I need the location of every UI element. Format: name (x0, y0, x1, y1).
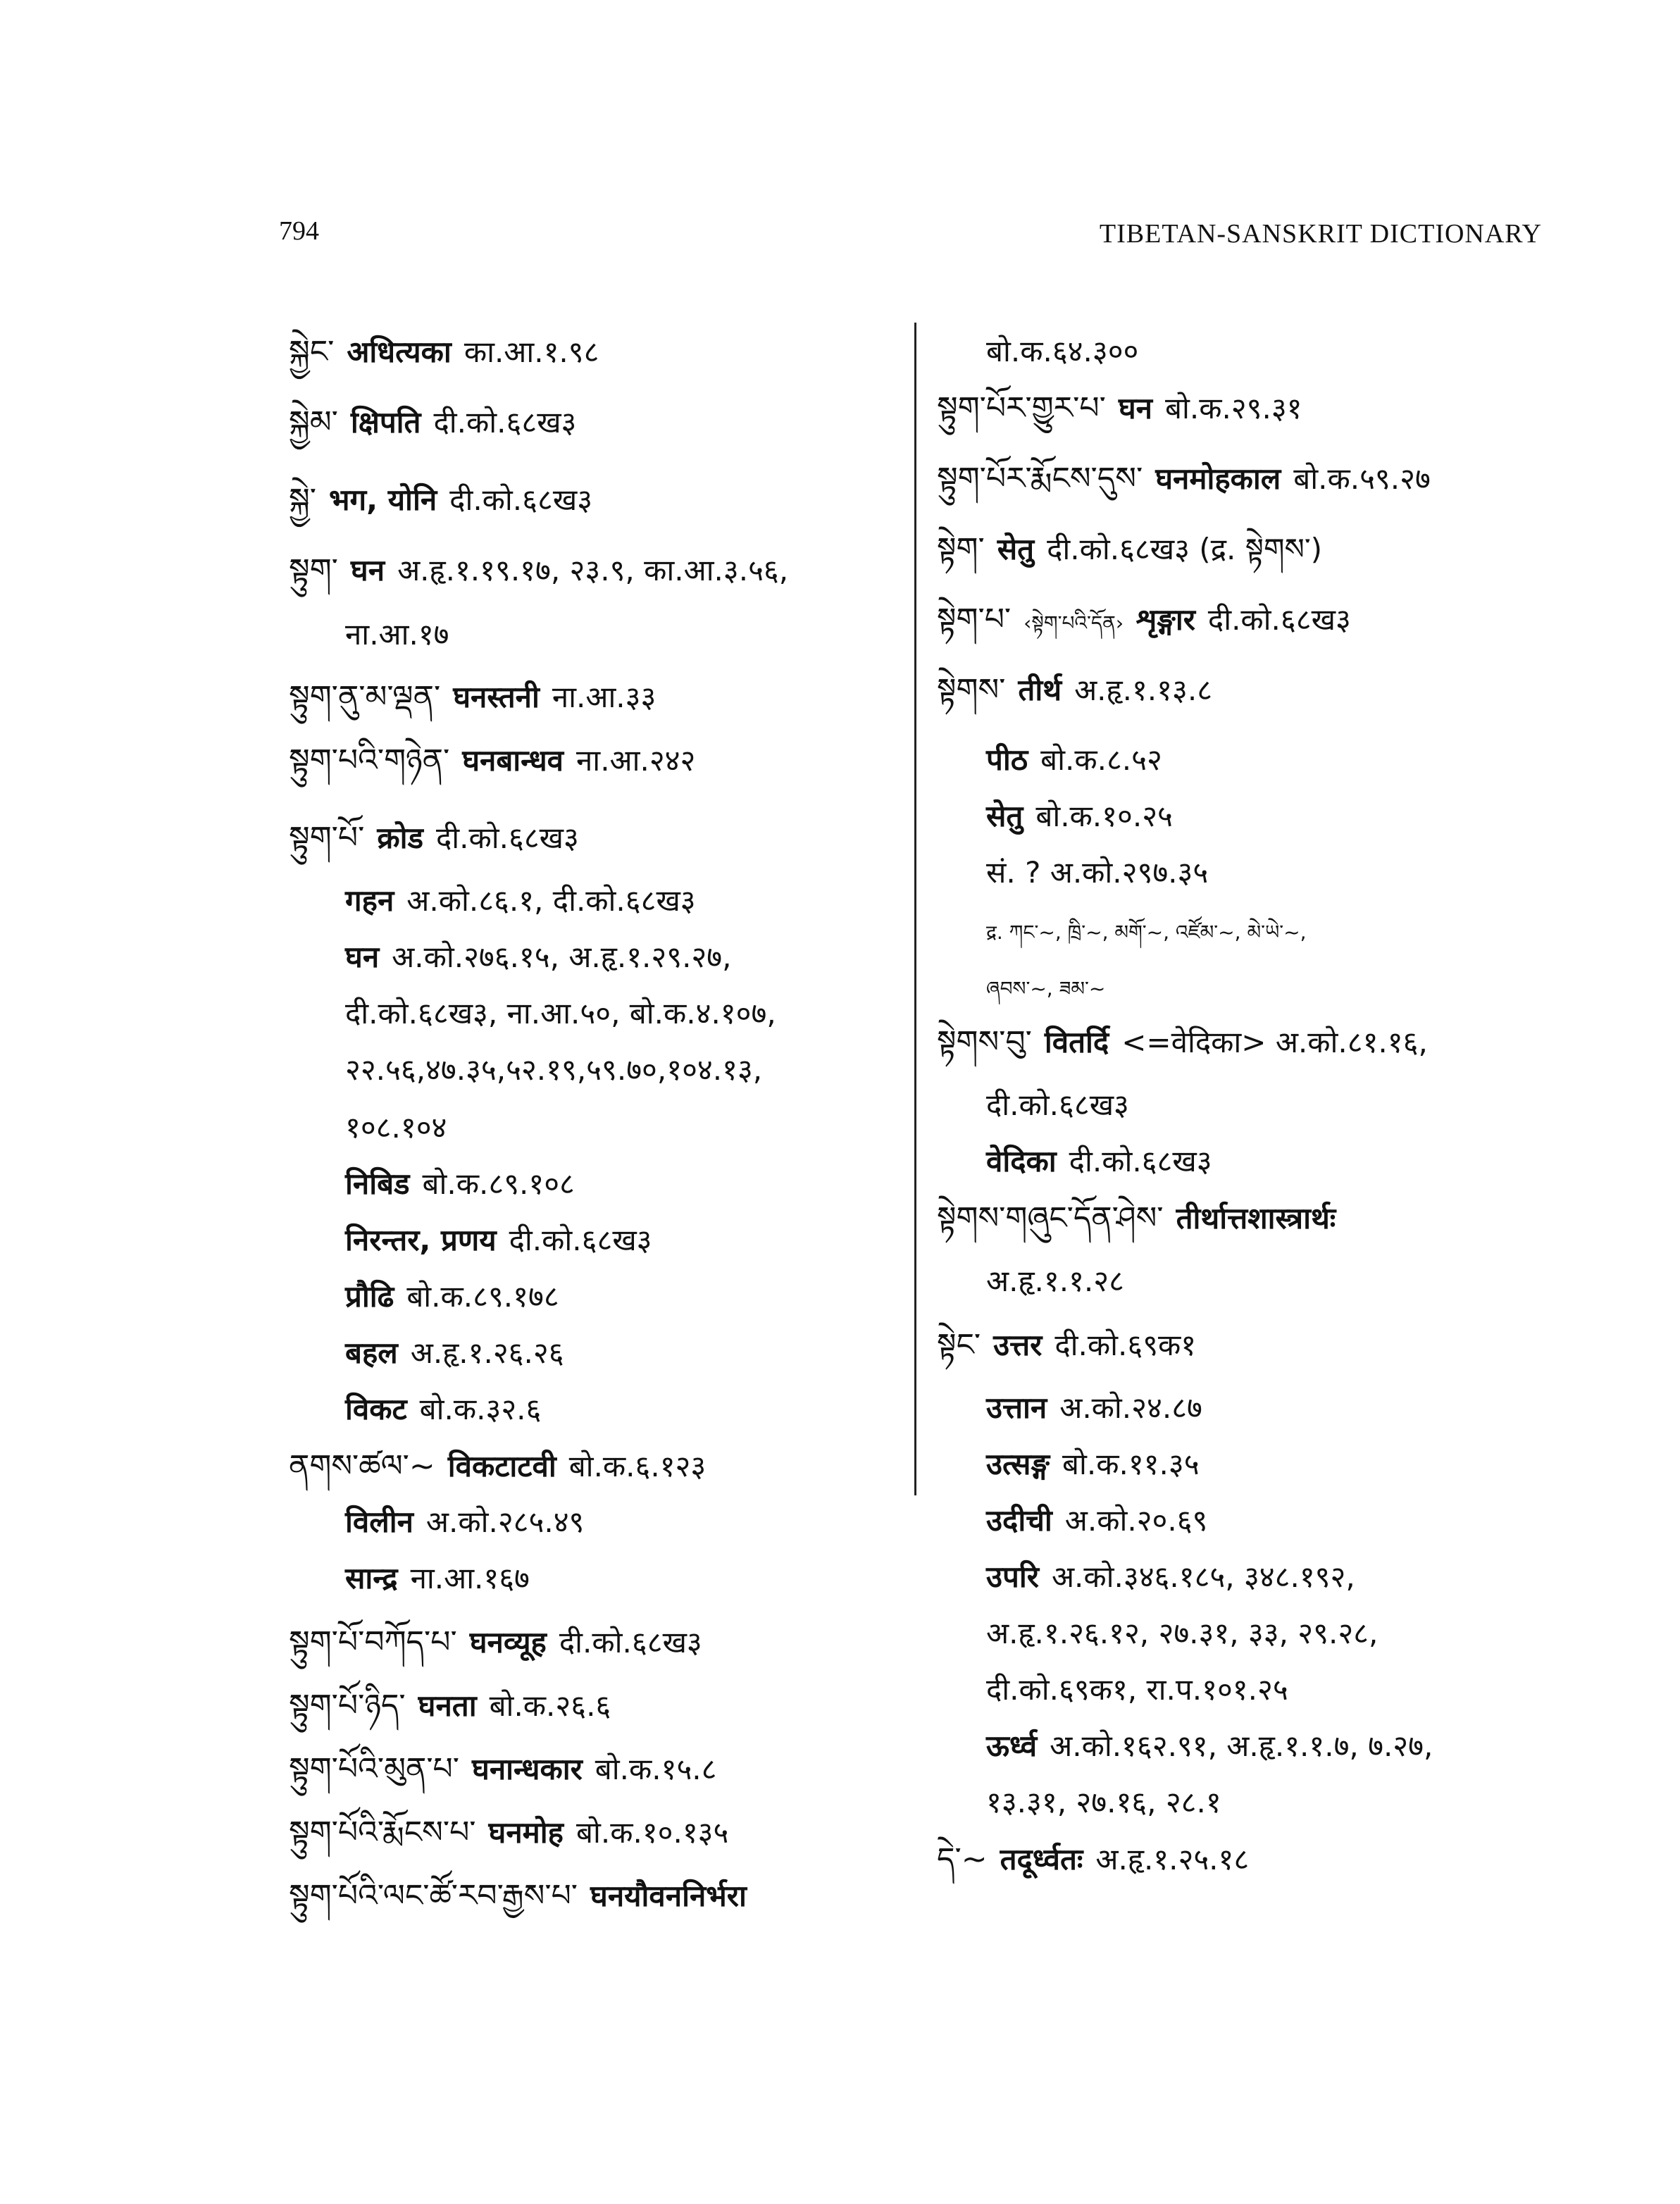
source-reference: अ.को.२०.६९ (1064, 1503, 1208, 1538)
dictionary-line (986, 1616, 1379, 1650)
dictionary-line (986, 799, 1173, 833)
dictionary-line (986, 1090, 1129, 1120)
dictionary-line (986, 1672, 1288, 1707)
dictionary-line (937, 672, 1213, 708)
sanskrit-equivalent: सान्द्र (345, 1561, 398, 1595)
source-reference: ना.आ.३३ (552, 680, 657, 714)
sanskrit-equivalent: प्रौढि (345, 1279, 394, 1314)
source-reference: अ.को.१६२.९१, अ.हृ.१.१.७, ७.२७, (1050, 1729, 1433, 1763)
column-divider (914, 323, 916, 1495)
source-reference: बो.क.११.३५ (1062, 1447, 1200, 1481)
sanskrit-equivalent: घनान्धकार (472, 1752, 583, 1786)
source-reference: अ.को.२७६.१५, अ.हृ.१.२९.२७, (392, 940, 732, 974)
sanskrit-equivalent: पीठ (986, 742, 1028, 777)
source-reference: बो.क.३२.६ (419, 1392, 542, 1426)
sanskrit-equivalent: तदूर्ध्वतः (1000, 1842, 1083, 1876)
tibetan-headword: སྟེང་ (937, 1327, 981, 1363)
tibetan-headword: སྟུག་པོ་བཀོད་པ་ (289, 1624, 457, 1660)
sanskrit-equivalent: अधित्यका (347, 335, 452, 369)
sanskrit-equivalent: घनता (418, 1688, 477, 1723)
source-reference: बो.क.१०.१३५ (575, 1815, 729, 1850)
dictionary-line (986, 334, 1139, 368)
sanskrit-equivalent: क्षिपति (350, 405, 421, 440)
dictionary-line (986, 742, 1162, 777)
sanskrit-equivalent: घनयौवननिर्भरा (590, 1879, 747, 1913)
tibetan-headword: སྟེགས་ (937, 672, 1006, 708)
dictionary-line (345, 1392, 542, 1426)
source-reference: अ.को.३४६.१८५, ३४८.१९२, (1051, 1559, 1355, 1594)
dictionary-line (289, 820, 579, 856)
sanskrit-equivalent: घन (350, 553, 385, 587)
dictionary-line (289, 1624, 702, 1660)
sanskrit-equivalent: ऊर्ध्व (986, 1729, 1038, 1763)
dictionary-line (986, 1390, 1202, 1425)
dictionary-line (986, 971, 1105, 1000)
sanskrit-equivalent: घनबान्धव (462, 743, 564, 778)
tibetan-headword: སྟུག་ནུ་མ་ལྡན་ (289, 679, 441, 715)
source-reference: अ.हृ.१.१३.८ (1074, 673, 1213, 707)
dictionary-line (986, 1731, 1433, 1761)
dictionary-line (345, 1166, 575, 1201)
sanskrit-equivalent: सेतु (997, 532, 1035, 566)
dictionary-line (289, 742, 696, 778)
source-reference: दी.को.६८ख३ (559, 1625, 702, 1660)
tibetan-note: ‹སྟེག་པའི་དོན› (1023, 611, 1124, 635)
sanskrit-equivalent: उपरि (986, 1559, 1039, 1594)
source-reference: बो.क.१०.२५ (1035, 799, 1173, 833)
running-head: TIBETAN-SANSKRIT DICTIONARY (1099, 219, 1542, 249)
sanskrit-equivalent: गहन (345, 883, 394, 918)
sanskrit-equivalent: निबिड (345, 1166, 410, 1201)
dictionary-line (345, 1279, 559, 1314)
tibetan-headword: དེ་~ (937, 1841, 988, 1877)
source-reference: दी.को.६८ख३ (द्र. སྟེགས་) (1047, 532, 1323, 566)
sanskrit-equivalent: वेदिका (986, 1144, 1057, 1178)
source-reference: दी.को.६८ख३ (1207, 602, 1351, 637)
tibetan-headword: སྟུག་ (289, 552, 338, 588)
dictionary-line (986, 914, 1307, 944)
tibetan-headword: སྟུག་པོའི་རྨོངས་པ་ (289, 1814, 476, 1850)
source-reference: दी.को.६८ख३ (433, 405, 577, 440)
source-reference: दी.को.६८ख३ (449, 482, 593, 517)
source-reference: दी.को.६८ख३ (435, 821, 579, 855)
source-reference: अ.हृ.१.२६.१२, २७.३१, ३३, २९.२८, (986, 1616, 1379, 1650)
tibetan-headword: སྟུག་པོའི་མུན་པ་ (289, 1751, 459, 1787)
sanskrit-equivalent: घनमोह (488, 1815, 564, 1850)
source-reference: अ.को.२४.८७ (1059, 1390, 1202, 1425)
dictionary-line (986, 1447, 1200, 1481)
dictionary-line (289, 334, 599, 370)
dictionary-line (289, 1448, 707, 1484)
dictionary-line (289, 1878, 747, 1914)
source-reference: बो.क.१५.८ (595, 1752, 717, 1786)
source-reference: अ.को.२८५.४९ (425, 1505, 585, 1539)
sanskrit-equivalent: उत्तर (993, 1328, 1043, 1362)
source-reference: बो.क.६.१२३ (568, 1449, 707, 1483)
dictionary-line (345, 883, 696, 918)
source-reference: १०८.१०४ (345, 1110, 447, 1145)
source-reference: अ.हृ.१.२६.२६ (410, 1336, 564, 1370)
source-reference: बो.क.२६.६ (489, 1688, 611, 1723)
tibetan-headword: སྟེགས་བུ་ (937, 1024, 1032, 1060)
dictionary-line (289, 1688, 611, 1724)
dictionary-line (937, 461, 1431, 497)
source-reference: अ.हृ.१.१.२८ (986, 1264, 1124, 1298)
source-reference: दी.को.६९क१, रा.प.१०१.२५ (986, 1672, 1288, 1707)
sanskrit-equivalent: उत्सङ्ग (986, 1447, 1050, 1481)
dictionary-line (345, 996, 776, 1031)
dictionary-line (986, 1503, 1208, 1538)
sanskrit-equivalent: उत्तान (986, 1390, 1047, 1425)
dictionary-line (289, 404, 577, 440)
sanskrit-equivalent: क्रोड (377, 821, 423, 855)
sanskrit-equivalent: घन (345, 940, 380, 974)
dictionary-line (345, 1507, 584, 1537)
source-reference: ना.आ.२४२ (576, 743, 696, 778)
sanskrit-equivalent: निरन्तर, प्रणय (345, 1223, 497, 1257)
tibetan-headword: སྟུག་པོའི་ལང་ཚོ་རབ་རྒྱས་པ་ (289, 1878, 578, 1914)
tibetan-headword: སྟུག་པོ་ (289, 820, 365, 856)
dictionary-line (345, 1052, 763, 1087)
source-reference: बो.क.८९.१७८ (406, 1279, 559, 1314)
sanskrit-equivalent: सेतु (986, 799, 1023, 833)
source-reference: अ.को.८६.१, दी.को.६८ख३ (406, 883, 696, 918)
sanskrit-equivalent: तीर्थ (1018, 673, 1062, 707)
sanskrit-equivalent: भग, योनि (328, 482, 437, 517)
sanskrit-equivalent: घन (1118, 391, 1152, 425)
source-reference: दी.को.६८ख३, ना.आ.५०, बो.क.४.१०७, (345, 996, 776, 1031)
sanskrit-equivalent: विकटाटवी (447, 1449, 556, 1483)
source-reference: दी.को.६८ख३ (1069, 1144, 1212, 1178)
source-reference: बो.क.२९.३१ (1164, 391, 1302, 425)
dictionary-line (986, 1266, 1124, 1296)
sanskrit-equivalent: घनमोहकाल (1155, 461, 1281, 496)
sanskrit-equivalent: घनस्तनी (453, 680, 540, 714)
dictionary-line (345, 942, 731, 972)
tibetan-headword: སྟུག་པའི་གཉེན་ (289, 742, 450, 778)
tibetan-headword: སྟུག་པོར་གྱུར་པ་ (937, 390, 1106, 426)
dictionary-line (986, 1144, 1212, 1178)
source-reference: २२.५६,४७.३५,५२.१९,५९.७०,१०४.१३, (345, 1052, 763, 1087)
dictionary-line (937, 1841, 1250, 1877)
source-reference: बो.क.८.५२ (1040, 742, 1162, 777)
source-reference: का.आ.१.९८ (463, 335, 599, 369)
sanskrit-equivalent: तीर्थात्तशास्त्रार्थः (1176, 1201, 1336, 1235)
dictionary-line (937, 1327, 1197, 1363)
sanskrit-equivalent: विकट (345, 1392, 407, 1426)
source-reference: बो.क.६४.३०० (986, 334, 1139, 368)
dictionary-line (289, 482, 593, 518)
sanskrit-equivalent: वितर्दि (1044, 1025, 1109, 1059)
tibetan-note: ཞབས་~, ཟམ་~ (986, 977, 1106, 1000)
tibetan-headword: སྟེག་ (937, 531, 985, 567)
source-reference: बो.क.५९.२७ (1293, 461, 1431, 496)
dictionary-line (289, 1751, 717, 1787)
tibetan-headword: སྐྱེང་ (289, 334, 335, 370)
dictionary-line (937, 1200, 1336, 1236)
sanskrit-equivalent: शृङ्गार (1136, 602, 1195, 637)
dictionary-line (345, 617, 449, 652)
sanskrit-equivalent: घनव्यूह (469, 1625, 547, 1660)
sanskrit-equivalent: बहल (345, 1336, 398, 1370)
source-reference: बो.क.८९.१०८ (422, 1166, 575, 1201)
dictionary-line (986, 1785, 1221, 1819)
dictionary-line (937, 531, 1323, 567)
dictionary-line (937, 1024, 1428, 1060)
dictionary-line (345, 1223, 652, 1257)
dictionary-line (345, 1338, 564, 1368)
sanskrit-equivalent: विलीन (345, 1505, 413, 1539)
source-reference: सं. ? अ.को.२९७.३५ (986, 855, 1209, 890)
tibetan-headword: སྟེག་པ་ (937, 602, 1012, 637)
source-reference: ना.आ.१६७ (410, 1561, 530, 1595)
dictionary-line (289, 679, 657, 715)
sanskrit-equivalent: उदीची (986, 1503, 1052, 1538)
source-reference: अ.हृ.१.२५.१८ (1095, 1842, 1250, 1876)
dictionary-line (937, 604, 1351, 635)
source-reference: दी.को.६९क१ (1054, 1328, 1197, 1362)
dictionary-line (289, 552, 789, 588)
source-reference: <=वेदिका> अ.को.८१.१६, (1121, 1025, 1428, 1059)
dictionary-line (986, 855, 1209, 890)
dictionary-line (345, 1110, 447, 1145)
dictionary-line (986, 1559, 1355, 1594)
dictionary-line (345, 1561, 530, 1595)
page-number: 794 (279, 216, 319, 246)
dictionary-line (937, 390, 1302, 426)
source-reference: दी.को.६८ख३ (509, 1223, 652, 1257)
tibetan-headword: སྟུག་པོར་རྨོངས་དུས་ (937, 461, 1143, 497)
source-reference: दी.को.६८ख३ (986, 1088, 1129, 1122)
tibetan-headword: སྐྱེ་ (289, 482, 316, 518)
tibetan-headword: སྟུག་པོ་ཉིད་ (289, 1688, 406, 1724)
tibetan-headword: ནགས་ཚལ་~ (289, 1448, 435, 1484)
tibetan-note: द्र. ཀང་~, ཁྲི་~, མགོ་~, འཛོམ་~, མེ་ཡེ་~, (986, 921, 1307, 944)
tibetan-headword: སྐྱེམ་ (289, 404, 338, 440)
source-reference: ना.आ.१७ (345, 617, 449, 652)
tibetan-headword: སྟེགས་གཞུང་དོན་ཤེས་ (937, 1200, 1164, 1236)
dictionary-line (289, 1814, 729, 1850)
source-reference: अ.हृ.१.१९.१७, २३.९, का.आ.३.५६, (397, 553, 789, 587)
source-reference: १३.३१, २७.१६, २८.१ (986, 1785, 1221, 1819)
